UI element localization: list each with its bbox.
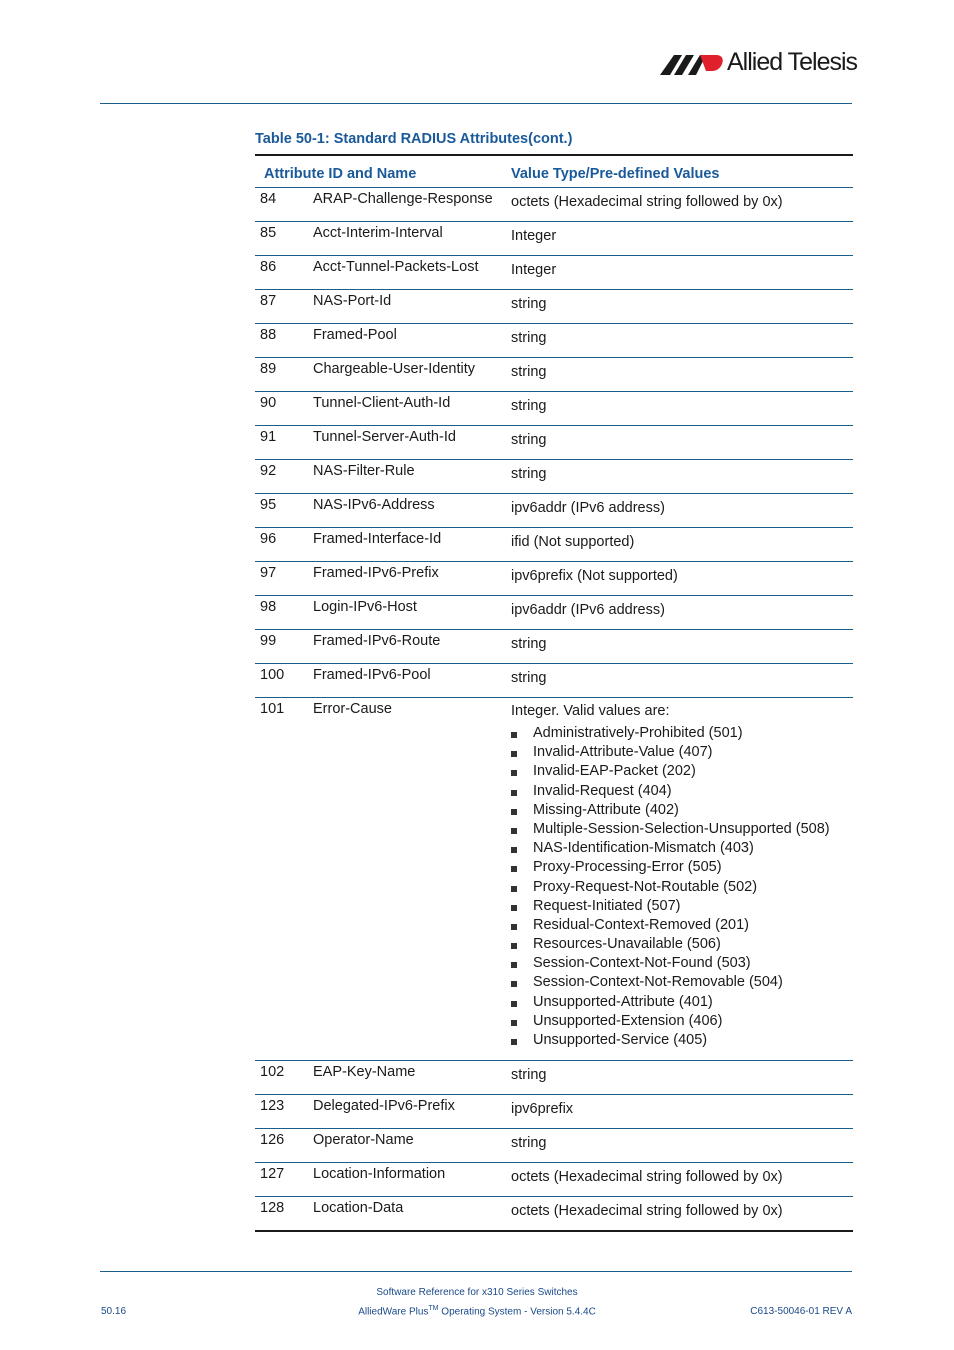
table-row [255, 562, 853, 596]
attribute-id: 100 [260, 667, 285, 683]
list-item [511, 743, 830, 762]
list-item-text: Resources-Unavailable (506) [533, 936, 721, 953]
table-row [255, 1163, 853, 1197]
bullet-square-icon [511, 732, 517, 738]
attribute-value: Integer. Valid values are: [511, 703, 670, 719]
list-item-text: Residual-Context-Removed (201) [533, 916, 749, 933]
attribute-id: 84 [260, 191, 277, 207]
bullet-square-icon [511, 790, 517, 796]
table-row [255, 494, 853, 528]
table-row [255, 528, 853, 562]
list-item [511, 762, 830, 781]
attribute-value: ipv6addr (IPv6 address) [511, 500, 665, 516]
attribute-id: 91 [260, 429, 277, 445]
attribute-name: NAS-Filter-Rule [313, 463, 415, 479]
table-row [255, 188, 853, 222]
attribute-value: string [511, 296, 547, 312]
attribute-name: Framed-IPv6-Prefix [313, 565, 439, 581]
list-item-text: Unsupported-Attribute (401) [533, 993, 713, 1010]
list-item [511, 782, 830, 801]
table-row [255, 256, 853, 290]
attribute-id: 92 [260, 463, 277, 479]
list-item [511, 839, 830, 858]
footer-product: AlliedWare Plus [358, 1306, 429, 1318]
attribute-value: octets (Hexadecimal string followed by 0x) [511, 1203, 783, 1219]
attribute-id: 98 [260, 599, 277, 615]
attribute-value: string [511, 636, 547, 652]
footer-divider [100, 1271, 852, 1272]
bullet-square-icon [511, 751, 517, 757]
attribute-id: 85 [260, 225, 277, 241]
list-item-text: Proxy-Request-Not-Routable (502) [533, 878, 758, 895]
table-row [255, 1095, 853, 1129]
attribute-id: 86 [260, 259, 277, 275]
bullet-square-icon [511, 809, 517, 815]
attribute-name: Framed-Pool [313, 327, 397, 343]
attribute-name: Error-Cause [313, 701, 392, 717]
header-divider [100, 103, 852, 104]
attribute-value: string [511, 398, 547, 414]
bullet-square-icon [511, 981, 517, 987]
attribute-value: octets (Hexadecimal string followed by 0x) [511, 1169, 783, 1185]
bullet-square-icon [511, 770, 517, 776]
list-item-text: Invalid-Attribute-Value (407) [533, 744, 713, 761]
attribute-value: string [511, 466, 547, 482]
table-row [255, 324, 853, 358]
list-item [511, 935, 830, 954]
bullet-square-icon [511, 866, 517, 872]
list-item [511, 993, 830, 1012]
bullet-square-icon [511, 1001, 517, 1007]
attribute-id: 95 [260, 497, 277, 513]
attribute-value: ipv6prefix (Not supported) [511, 568, 678, 584]
attribute-value: octets (Hexadecimal string followed by 0x) [511, 194, 783, 210]
bullet-square-icon [511, 1039, 517, 1045]
list-item-text: Session-Context-Not-Removable (504) [533, 974, 783, 991]
attribute-value: string [511, 432, 547, 448]
attribute-name: Operator-Name [313, 1132, 414, 1148]
attribute-id: 126 [260, 1132, 285, 1148]
table-body-upper [255, 188, 853, 698]
table-row [255, 460, 853, 494]
attribute-id: 90 [260, 395, 277, 411]
list-item [511, 820, 830, 839]
attribute-value: ipv6addr (IPv6 address) [511, 602, 665, 618]
table-row [255, 426, 853, 460]
table-row [255, 596, 853, 630]
attribute-name: Framed-IPv6-Route [313, 633, 441, 649]
attribute-name: Login-IPv6-Host [313, 599, 417, 615]
attribute-name: Tunnel-Client-Auth-Id [313, 395, 451, 411]
list-item [511, 801, 830, 820]
brand-wordmark: Allied Telesis [727, 48, 858, 76]
footer-version: Operating System - Version 5.4.4C [438, 1306, 596, 1318]
table-row [255, 1129, 853, 1163]
attribute-id: 123 [260, 1098, 285, 1114]
attribute-value: ifid (Not supported) [511, 534, 635, 550]
attribute-id: 128 [260, 1200, 285, 1216]
attribute-name: Acct-Interim-Interval [313, 225, 443, 241]
attribute-name: NAS-Port-Id [313, 293, 392, 309]
table-row-error-cause [255, 698, 853, 1061]
attribute-id: 96 [260, 531, 277, 547]
list-item-text: NAS-Identification-Mismatch (403) [533, 840, 754, 857]
attribute-value: Integer [511, 228, 557, 244]
attribute-name: ARAP-Challenge-Response [313, 191, 493, 207]
list-item [511, 858, 830, 877]
list-item [511, 878, 830, 897]
list-item-text: Unsupported-Extension (406) [533, 1012, 723, 1029]
list-item-text: Request-Initiated (507) [533, 897, 681, 914]
list-item [511, 954, 830, 973]
table-row [255, 358, 853, 392]
attribute-id: 127 [260, 1166, 285, 1182]
list-item-text: Administratively-Prohibited (501) [533, 725, 743, 741]
attribute-name: Framed-IPv6-Pool [313, 667, 431, 683]
attribute-name: Acct-Tunnel-Packets-Lost [313, 259, 479, 275]
bullet-square-icon [511, 828, 517, 834]
list-item-text: Multiple-Session-Selection-Unsupported (508) [533, 820, 830, 837]
list-item-text: Session-Context-Not-Found (503) [533, 955, 751, 972]
list-item [511, 916, 830, 935]
table-caption: Table 50-1: Standard RADIUS Attributes(cont.) [255, 131, 573, 147]
bullet-square-icon [511, 847, 517, 853]
list-item [511, 897, 830, 916]
list-item-text: Proxy-Processing-Error (505) [533, 859, 722, 876]
attribute-name: Location-Information [313, 1166, 446, 1182]
attribute-value: ipv6prefix [511, 1101, 574, 1117]
list-item [511, 973, 830, 992]
attribute-value: string [511, 364, 547, 380]
footer-trademark: TM [428, 1305, 439, 1312]
attribute-value: Integer [511, 262, 557, 278]
list-item [511, 1012, 830, 1031]
document-id: C613-50046-01 REV A [750, 1306, 852, 1317]
attribute-id: 102 [260, 1064, 285, 1080]
attribute-id: 89 [260, 361, 277, 377]
table-row [255, 222, 853, 256]
attribute-name: Delegated-IPv6-Prefix [313, 1098, 455, 1114]
attribute-value: string [511, 670, 547, 686]
attribute-id: 97 [260, 565, 277, 581]
radius-attributes-table [255, 154, 853, 1232]
table-row [255, 630, 853, 664]
table-row [255, 1197, 853, 1232]
company-logo [660, 48, 856, 82]
list-item [511, 1031, 830, 1050]
attribute-name: Chargeable-User-Identity [313, 361, 475, 377]
table-row [255, 290, 853, 324]
list-item [511, 724, 830, 743]
bullet-square-icon [511, 886, 517, 892]
attribute-name: Tunnel-Server-Auth-Id [313, 429, 456, 445]
attribute-name: Framed-Interface-Id [313, 531, 442, 547]
list-item-text: Invalid-Request (404) [533, 782, 672, 799]
header-value: Value Type/Pre-defined Values [511, 166, 720, 182]
header-attribute: Attribute ID and Name [264, 166, 417, 182]
table-row [255, 664, 853, 698]
table-header-row [255, 156, 853, 188]
table-row [255, 1061, 853, 1095]
list-item-text: Invalid-EAP-Packet (202) [533, 763, 696, 780]
attribute-id: 87 [260, 293, 277, 309]
bullet-square-icon [511, 1020, 517, 1026]
attribute-id: 99 [260, 633, 277, 649]
bullet-square-icon [511, 924, 517, 930]
list-item-text: Unsupported-Service (405) [533, 1032, 708, 1048]
allied-telesis-logo-icon [660, 54, 726, 76]
bullet-square-icon [511, 943, 517, 949]
table-row [255, 392, 853, 426]
footer-title: Software Reference for x310 Series Switches [376, 1287, 578, 1298]
bullet-square-icon [511, 962, 517, 968]
attribute-name: EAP-Key-Name [313, 1064, 416, 1080]
table-body-lower [255, 1061, 853, 1232]
attribute-name: NAS-IPv6-Address [313, 497, 435, 513]
list-item-text: Missing-Attribute (402) [533, 801, 679, 818]
error-cause-values-list [511, 724, 830, 1050]
page-number: 50.16 [101, 1306, 127, 1317]
bullet-square-icon [511, 905, 517, 911]
attribute-value: string [511, 1135, 547, 1151]
attribute-value: string [511, 330, 547, 346]
attribute-name: Location-Data [313, 1200, 404, 1216]
attribute-id: 101 [260, 701, 285, 717]
attribute-value: string [511, 1067, 547, 1083]
attribute-id: 88 [260, 327, 277, 343]
